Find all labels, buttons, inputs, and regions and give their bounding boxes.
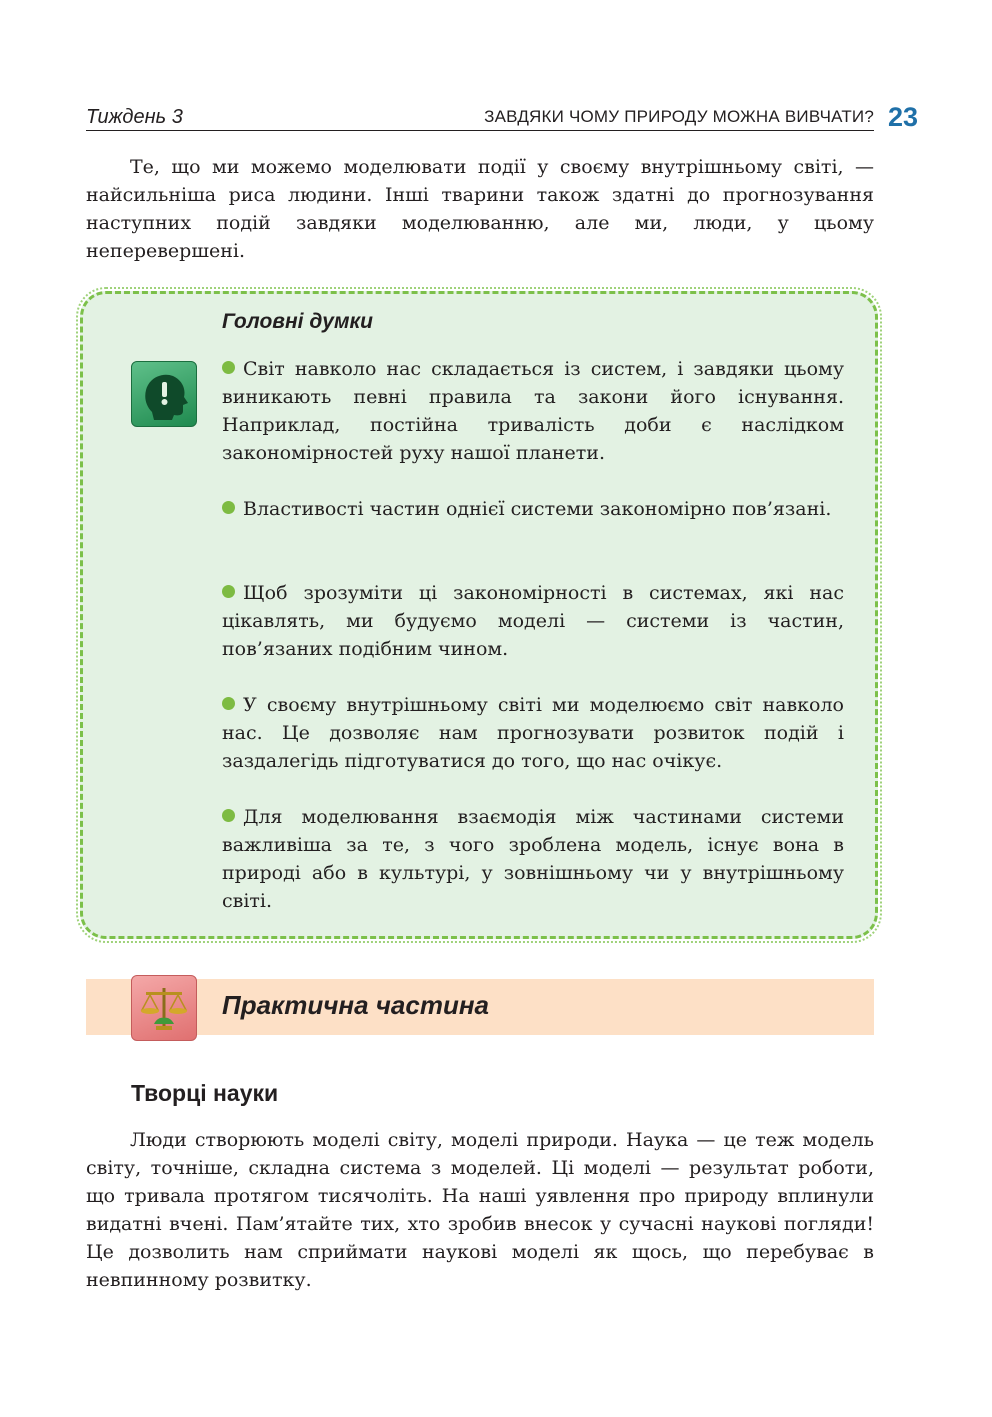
week-label: Тиждень 3 [86, 106, 183, 128]
bullet-dot-icon [222, 585, 235, 598]
bullet-dot-icon [222, 809, 235, 822]
running-header [86, 104, 874, 131]
head-exclamation-icon [131, 361, 197, 427]
practice-title: Практична частина [222, 990, 490, 1020]
bullet-dot-icon [222, 501, 235, 514]
intro-paragraph: Те, що ми можемо моделювати події у своєму внутрішньому світі, — найсильніша риса людини. Інші тварини також здатні до прогнозування наступних подій завдяки моделюванню, але ми, люди, у цьому неперевершені. [86, 156, 874, 262]
scales-icon [131, 975, 197, 1041]
page-number: 23 [888, 102, 919, 132]
section-title: Творці науки [131, 1080, 279, 1106]
chapter-title: ЗАВДЯКИ ЧОМУ ПРИРОДУ МОЖНА ВИВЧАТИ? [484, 107, 874, 126]
bullet-dot-icon [222, 361, 235, 374]
main-idea-item: У своєму внутрішньому світі ми моделюємо світ навколо нас. Це дозволяє нам прогнозувати розвиток подій і заздалегідь підготуватися до того, що нас очікує. [222, 694, 844, 772]
main-idea-item: Властивості частин однієї системи закономірно пов’язані. [222, 495, 844, 523]
main-idea-item: Для моделювання взаємодія між частинами системи важливіша за те, з чого зроблена модель, існує вона в природі або в культурі, у зовнішньому чи у внутрішньому світі. [222, 806, 844, 912]
main-ideas-title: Головні думки [222, 310, 373, 333]
main-idea-item: Світ навколо нас складається із систем, і завдяки цьому виникають певні правила та закони його існування. Наприклад, постійна тривалість доби є наслідком закономірностей руху нашої планети. [222, 358, 844, 464]
section-paragraph: Люди створюють моделі світу, моделі природи. Наука — це теж модель світу, точніше, складна система з моделей. Ці моделі — результат роботи, що тривала протягом тисячоліть. На наші уявлення про природу вплинули видатні вчені. Пам’ятайте тих, хто зробив внесок у сучасні наукові погляди! Це дозволить нам сприймати наукові моделі як щось, що перебуває в невпинному розвитку. [86, 1129, 874, 1291]
main-idea-item: Щоб зрозуміти ці закономірності в системах, які нас цікавлять, ми будуємо моделі — системи із частин, пов’язаних подібним чином. [222, 582, 844, 660]
bullet-dot-icon [222, 697, 235, 710]
